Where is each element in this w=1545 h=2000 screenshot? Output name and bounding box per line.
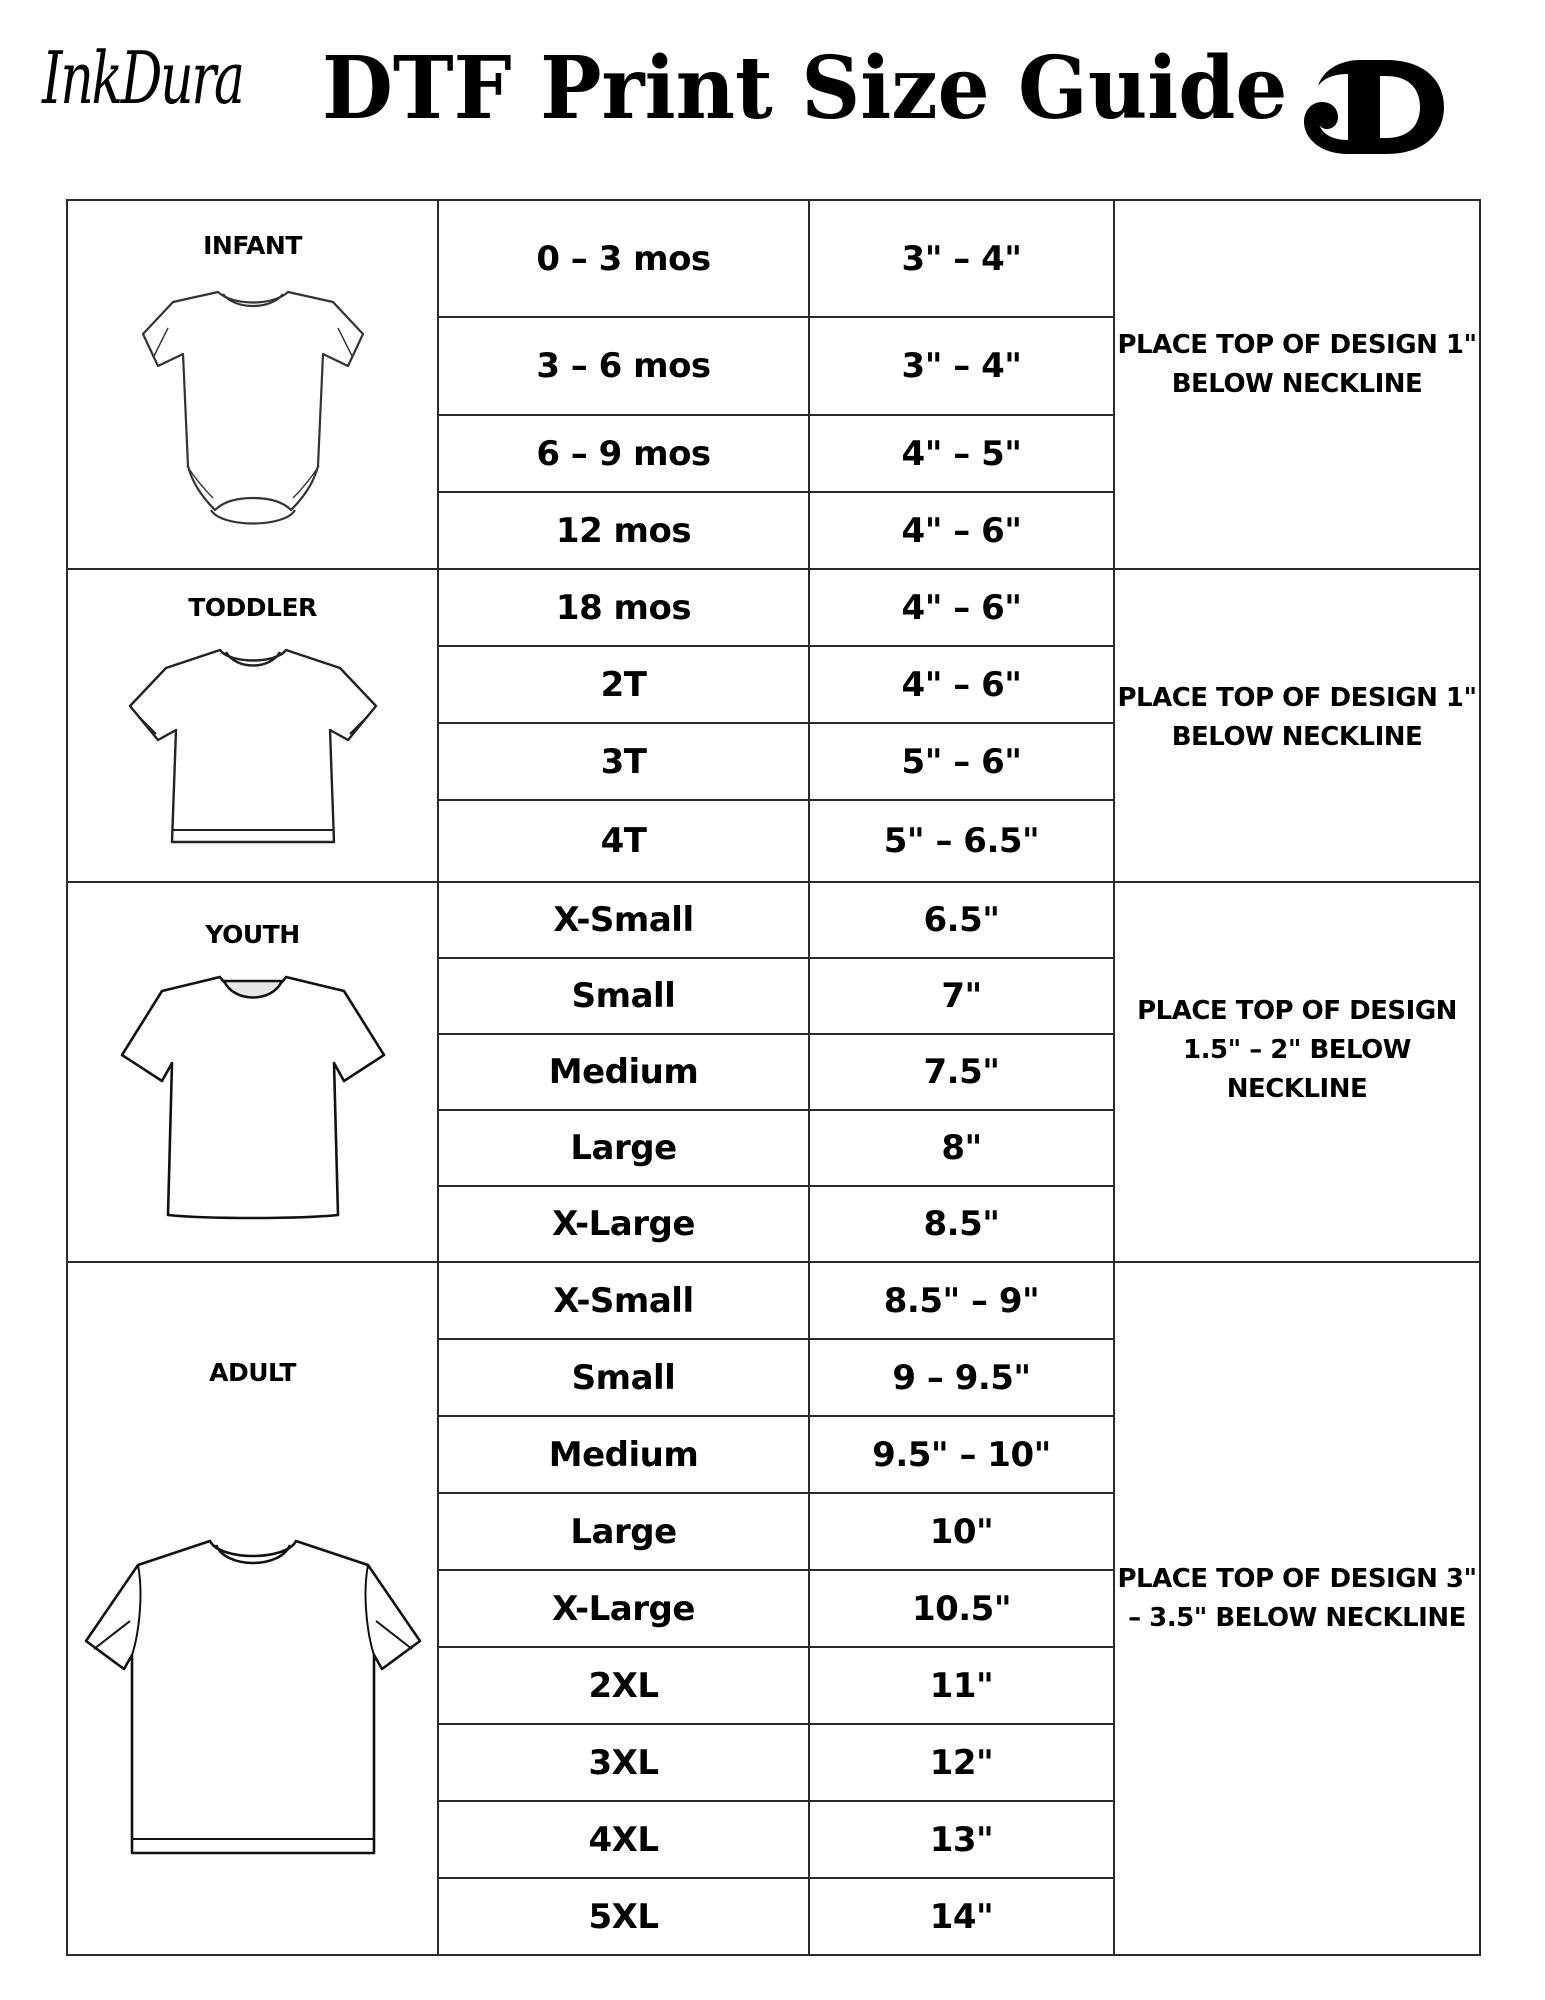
placement-cell-youth bbox=[1114, 882, 1480, 1262]
print-size-cell: 9 – 9.5" bbox=[809, 1339, 1114, 1416]
print-size-cell: 3" – 4" bbox=[809, 200, 1114, 317]
size-cell: Small bbox=[438, 958, 809, 1034]
size-cell: 0 – 3 mos bbox=[438, 200, 809, 317]
print-size-cell: 6.5" bbox=[809, 882, 1114, 958]
size-cell: X-Small bbox=[438, 882, 809, 958]
page-header bbox=[0, 0, 1545, 190]
category-cell-toddler bbox=[67, 569, 438, 882]
size-cell: Large bbox=[438, 1493, 809, 1570]
print-size-cell: 9.5" – 10" bbox=[809, 1416, 1114, 1493]
size-cell: Large bbox=[438, 1110, 809, 1186]
table-row bbox=[67, 1262, 1480, 1339]
print-size-cell: 7" bbox=[809, 958, 1114, 1034]
print-size-cell: 8.5" bbox=[809, 1186, 1114, 1262]
placement-text: PLACE TOP OF DESIGN 3" – 3.5" BELOW NECKLINE bbox=[1117, 1563, 1477, 1633]
print-size-cell: 4" – 6" bbox=[809, 492, 1114, 569]
size-cell: 18 mos bbox=[438, 569, 809, 646]
youth-tshirt-icon bbox=[108, 963, 398, 1233]
print-size-cell: 8" bbox=[809, 1110, 1114, 1186]
size-cell: 3 – 6 mos bbox=[438, 317, 809, 415]
print-size-cell: 4" – 5" bbox=[809, 415, 1114, 492]
size-cell: 2T bbox=[438, 646, 809, 723]
category-label: INFANT bbox=[203, 231, 302, 260]
placement-cell-toddler bbox=[1114, 569, 1480, 882]
size-cell: Small bbox=[438, 1339, 809, 1416]
print-size-cell: 11" bbox=[809, 1647, 1114, 1724]
placement-cell-adult bbox=[1114, 1262, 1480, 1955]
table-row bbox=[67, 200, 1480, 317]
category-cell-adult bbox=[67, 1262, 438, 1955]
print-size-cell: 5" – 6.5" bbox=[809, 800, 1114, 882]
size-cell: X-Large bbox=[438, 1186, 809, 1262]
size-cell: 4T bbox=[438, 800, 809, 882]
size-cell: 6 – 9 mos bbox=[438, 415, 809, 492]
size-cell: 3XL bbox=[438, 1724, 809, 1801]
size-cell: 2XL bbox=[438, 1647, 809, 1724]
placement-text: PLACE TOP OF DESIGN 1" BELOW NECKLINE bbox=[1117, 329, 1477, 399]
infant-bodysuit-icon bbox=[123, 266, 383, 546]
size-cell: 4XL bbox=[438, 1801, 809, 1878]
print-size-cell: 14" bbox=[809, 1878, 1114, 1955]
print-size-cell: 8.5" – 9" bbox=[809, 1262, 1114, 1339]
print-size-cell: 10" bbox=[809, 1493, 1114, 1570]
print-size-cell: 7.5" bbox=[809, 1034, 1114, 1110]
category-label: ADULT bbox=[209, 1358, 296, 1387]
toddler-tshirt-icon bbox=[108, 636, 398, 866]
category-cell-infant bbox=[67, 200, 438, 569]
adult-tshirt-icon bbox=[78, 1527, 428, 1867]
placement-cell-infant bbox=[1114, 200, 1480, 569]
print-size-cell: 3" – 4" bbox=[809, 317, 1114, 415]
size-cell: X-Small bbox=[438, 1262, 809, 1339]
brand-name: InkDura bbox=[42, 36, 243, 120]
size-cell: Medium bbox=[438, 1034, 809, 1110]
size-cell: Medium bbox=[438, 1416, 809, 1493]
size-guide-table bbox=[66, 199, 1481, 1956]
table-row bbox=[67, 569, 1480, 646]
page-title: DTF Print Size Guide bbox=[322, 38, 1288, 139]
size-cell: 3T bbox=[438, 723, 809, 800]
table-row bbox=[67, 882, 1480, 958]
size-cell: 5XL bbox=[438, 1878, 809, 1955]
print-size-cell: 13" bbox=[809, 1801, 1114, 1878]
print-size-cell: 12" bbox=[809, 1724, 1114, 1801]
category-label: TODDLER bbox=[188, 593, 317, 622]
interlocked-d-logo-icon bbox=[1300, 52, 1448, 162]
print-size-cell: 10.5" bbox=[809, 1570, 1114, 1647]
placement-text: PLACE TOP OF DESIGN 1" BELOW NECKLINE bbox=[1117, 682, 1477, 752]
print-size-cell: 4" – 6" bbox=[809, 646, 1114, 723]
category-cell-youth bbox=[67, 882, 438, 1262]
size-cell: 12 mos bbox=[438, 492, 809, 569]
print-size-cell: 4" – 6" bbox=[809, 569, 1114, 646]
placement-text: PLACE TOP OF DESIGN 1.5" – 2" BELOW NECKLINE bbox=[1137, 995, 1457, 1104]
category-label: YOUTH bbox=[205, 919, 300, 949]
size-cell: X-Large bbox=[438, 1570, 809, 1647]
print-size-cell: 5" – 6" bbox=[809, 723, 1114, 800]
